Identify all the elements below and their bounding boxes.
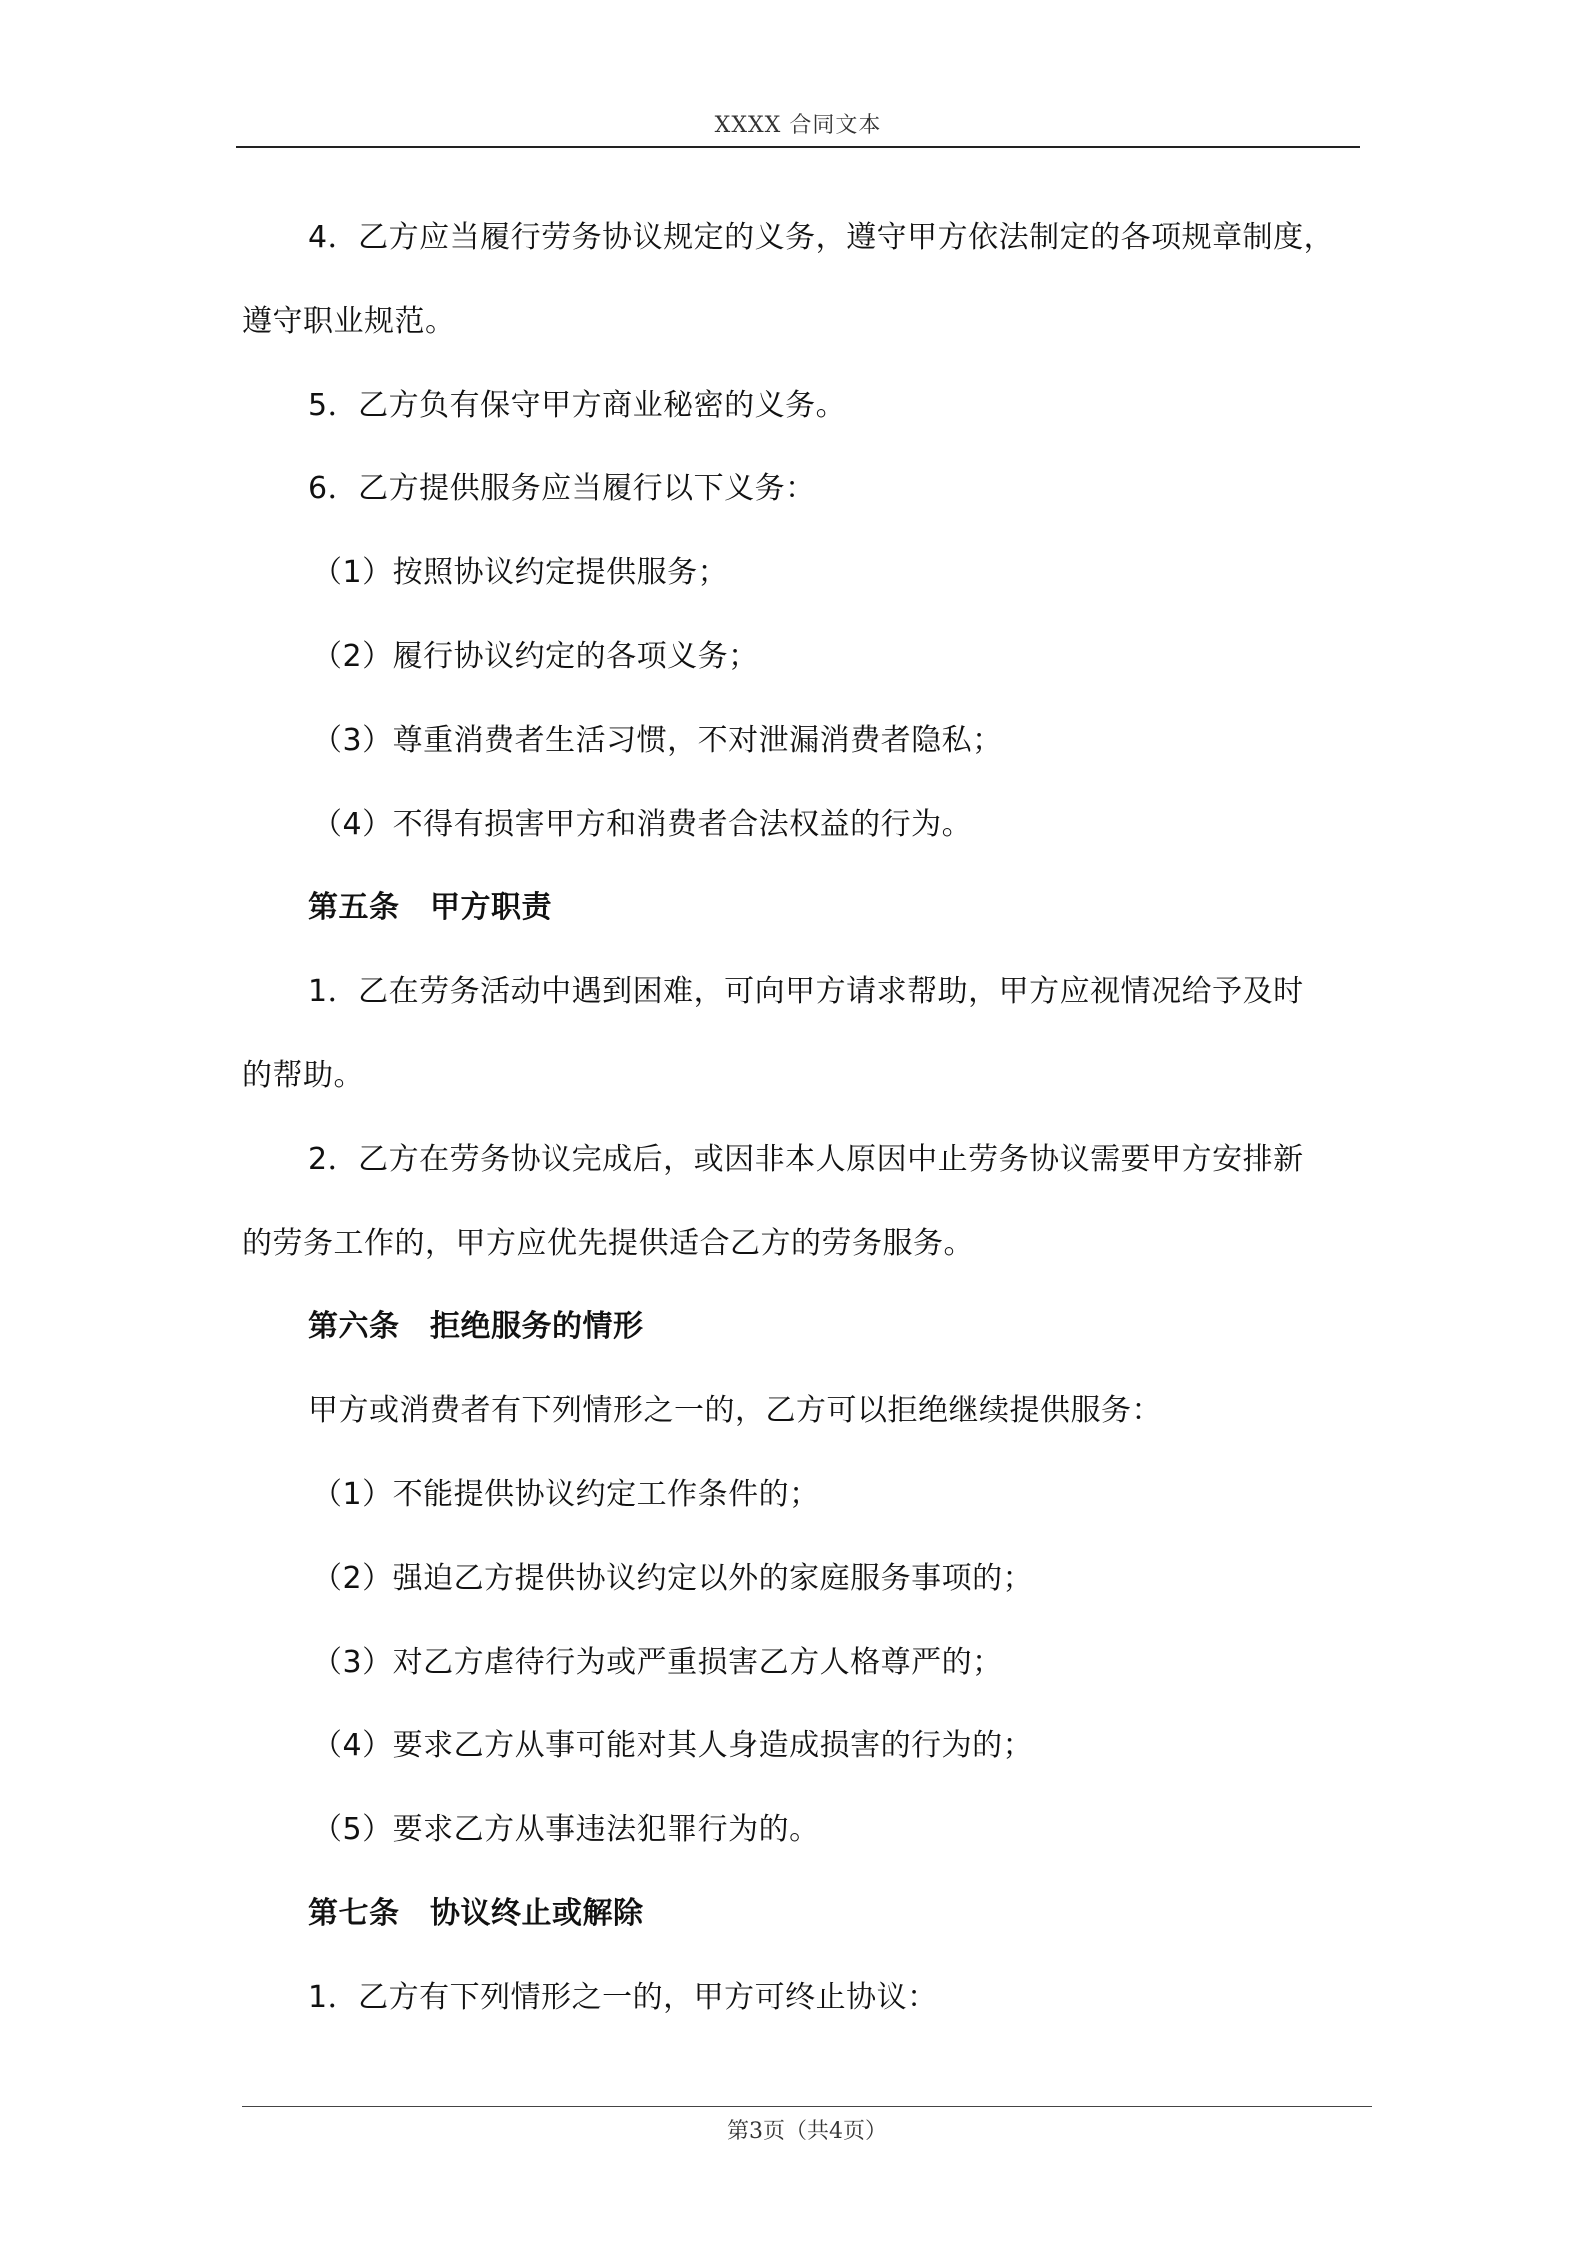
list-item: （2）强迫乙方提供协议约定以外的家庭服务事项的； [312, 1560, 1034, 1596]
list-item: （3）尊重消费者生活习惯，不对泄漏消费者隐私； [312, 722, 1003, 758]
paragraph-line: 1．乙方有下列情形之一的，甲方可终止协议： [308, 1979, 938, 2015]
paragraph-line: 遵守职业规范。 [242, 303, 456, 339]
header-divider [236, 146, 1360, 148]
list-item: （1）不能提供协议约定工作条件的； [312, 1476, 820, 1512]
footer-divider [242, 2106, 1372, 2107]
article-heading: 第六条 拒绝服务的情形 [308, 1309, 644, 1345]
article-heading: 第七条 协议终止或解除 [308, 1895, 644, 1931]
list-item: （5）要求乙方从事违法犯罪行为的。 [312, 1812, 820, 1848]
paragraph-line: 的劳务工作的，甲方应优先提供适合乙方的劳务服务。 [242, 1225, 974, 1261]
page-header-title: XXXX 合同文本 [714, 113, 882, 138]
list-item: （4）不得有损害甲方和消费者合法权益的行为。 [312, 806, 973, 842]
paragraph-line: 1．乙在劳务活动中遇到困难，可向甲方请求帮助，甲方应视情况给予及时 [308, 974, 1304, 1010]
list-item: （1）按照协议约定提供服务； [312, 555, 729, 591]
list-item: （3）对乙方虐待行为或严重损害乙方人格尊严的； [312, 1644, 1003, 1680]
paragraph-line: 5．乙方负有保守甲方商业秘密的义务。 [308, 387, 847, 423]
paragraph-line: 6．乙方提供服务应当履行以下义务： [308, 471, 816, 507]
page-number: 第3页（共4页） [727, 2119, 887, 2144]
list-item: （4）要求乙方从事可能对其人身造成损害的行为的； [312, 1728, 1034, 1764]
article-heading: 第五条 甲方职责 [308, 890, 552, 926]
document-body [242, 196, 1372, 2040]
list-item: （2）履行协议约定的各项义务； [312, 638, 759, 674]
paragraph-line: 的帮助。 [242, 1057, 364, 1093]
paragraph-line: 4．乙方应当履行劳务协议规定的义务，遵守甲方依法制定的各项规章制度， [308, 220, 1335, 255]
paragraph-line: 甲方或消费者有下列情形之一的，乙方可以拒绝继续提供服务： [308, 1393, 1162, 1429]
paragraph-line: 2．乙方在劳务协议完成后，或因非本人原因中止劳务协议需要甲方安排新 [308, 1141, 1304, 1177]
